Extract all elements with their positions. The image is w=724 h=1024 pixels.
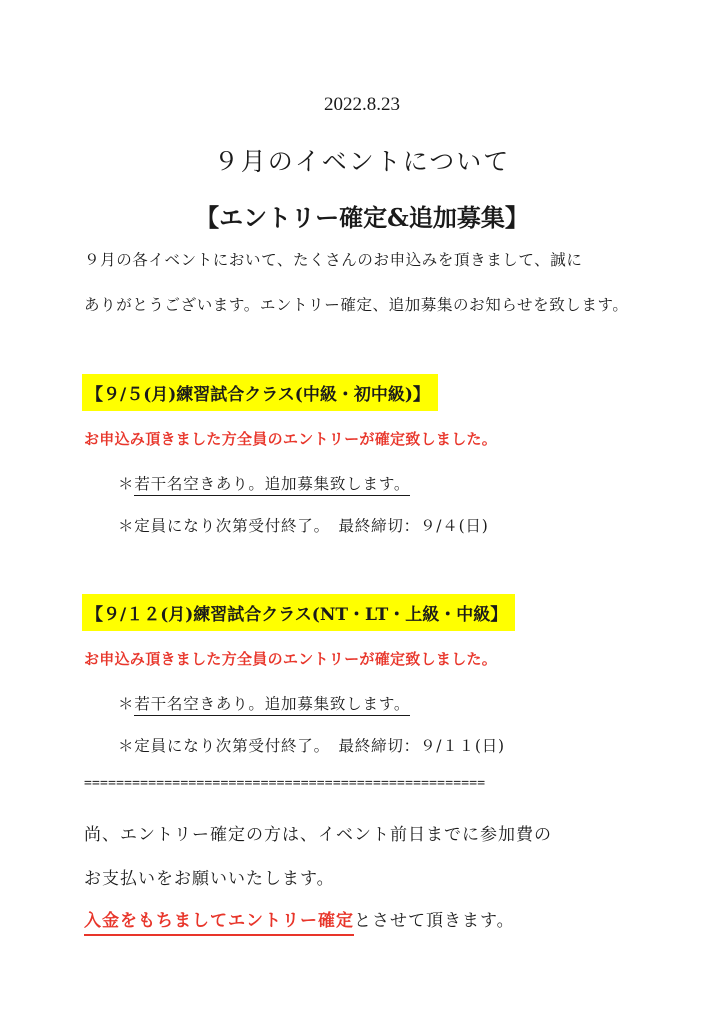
note-mark: ＊ xyxy=(118,475,135,493)
divider-line: ================================================== xyxy=(84,776,486,791)
underlined-note: 若干名空きあり。追加募集致します。 xyxy=(134,475,410,496)
document-title: ９月のイベントについて xyxy=(213,147,511,176)
payment-emphasis: 入金をもちましてエントリー確定 xyxy=(84,911,354,936)
closing-line-3-rest: とさせて頂きます。 xyxy=(354,911,515,931)
entry-confirm-notice: お申込み頂きました方全員のエントリーが確定致しました。 xyxy=(84,650,498,668)
document-subtitle: 【エントリー確定&追加募集】 xyxy=(195,203,529,232)
closing-line-3 xyxy=(84,906,515,931)
additional-recruit-note xyxy=(118,472,410,494)
deadline-note: ＊定員になり次第受付終了。 最終締切：９/１１(日) xyxy=(118,737,505,755)
closing-line-1: 尚、エントリー確定の方は、イベント前日までに参加費の xyxy=(84,825,552,845)
document-date: 2022.8.23 xyxy=(324,94,400,115)
deadline-note: ＊定員になり次第受付終了。 最終締切：９/４(日) xyxy=(118,517,489,535)
intro-line-1: ９月の各イベントにおいて、たくさんのお申込みを頂きまして、誠に xyxy=(84,251,583,269)
section-heading: 【９/１２(月)練習試合クラス(NT・LT・上級・中級】 xyxy=(82,594,515,631)
underlined-note: 若干名空きあり。追加募集致します。 xyxy=(134,695,410,716)
additional-recruit-note xyxy=(118,692,410,714)
section-heading: 【９/５(月)練習試合クラス(中級・初中級)】 xyxy=(82,374,438,411)
note-mark: ＊ xyxy=(118,695,135,713)
closing-line-2: お支払いをお願いいたします。 xyxy=(84,869,335,889)
entry-confirm-notice: お申込み頂きました方全員のエントリーが確定致しました。 xyxy=(84,430,498,448)
intro-line-2: ありがとうございます。エントリー確定、追加募集のお知らせを致します。 xyxy=(84,296,629,314)
